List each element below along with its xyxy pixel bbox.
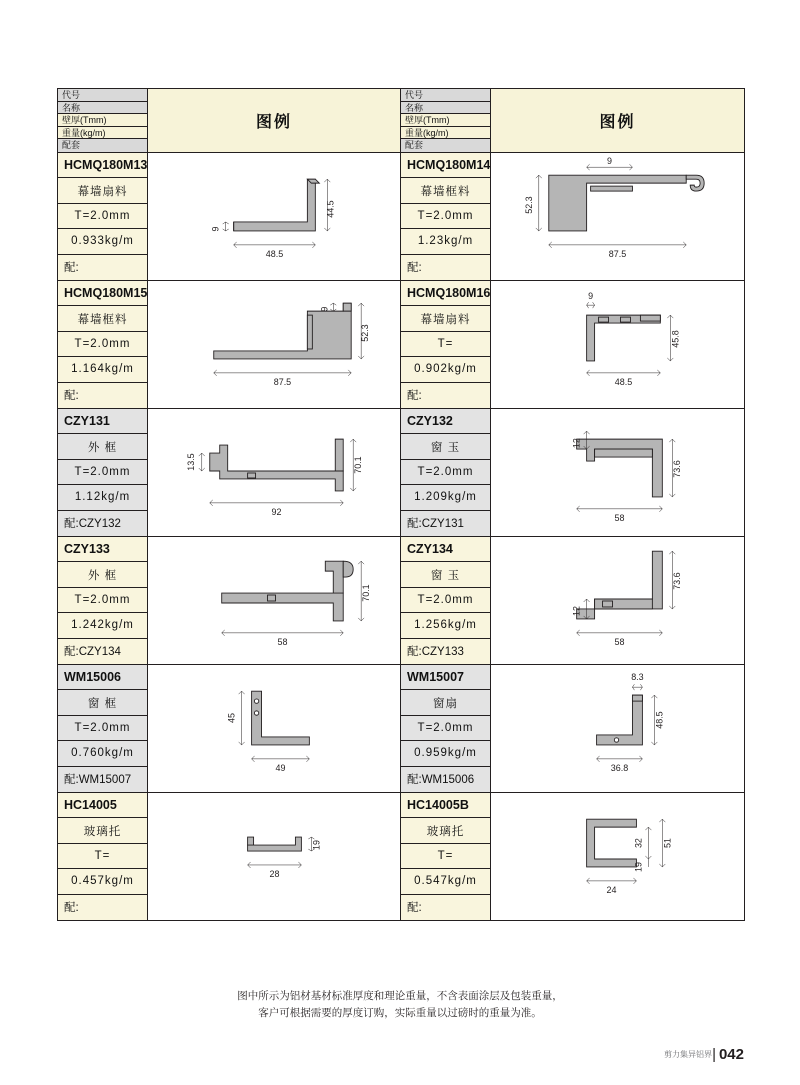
svg-text:44.5: 44.5: [325, 200, 336, 218]
svg-text:52.3: 52.3: [360, 324, 371, 342]
profile-figure: [491, 152, 745, 280]
svg-text:12: 12: [571, 438, 582, 449]
svg-text:52.3: 52.3: [523, 196, 534, 214]
profile-code: WM15006: [58, 665, 147, 690]
svg-text:9: 9: [319, 306, 330, 312]
profile-match: 配:CZY131: [401, 511, 490, 536]
footer-divider: |: [712, 1046, 716, 1063]
page-number: 042: [718, 1046, 744, 1063]
profile-name: 幕墙框料: [401, 178, 490, 203]
profile-match: 配:WM15007: [58, 767, 147, 792]
svg-text:13.5: 13.5: [185, 453, 196, 471]
profile-weight: 1.12kg/m: [58, 485, 147, 510]
table-row: [58, 536, 745, 664]
spec-cell: [401, 152, 491, 280]
profile-table: [57, 88, 744, 921]
header-label-code: 代号: [401, 89, 490, 102]
svg-text:48.5: 48.5: [265, 248, 284, 259]
svg-text:9: 9: [607, 156, 613, 167]
spec-cell: [58, 792, 148, 920]
spec-cell: [58, 408, 148, 536]
svg-text:36.8: 36.8: [610, 762, 629, 773]
profile-name: 幕墙扇料: [401, 306, 490, 331]
profile-thickness: T=2.0mm: [401, 716, 490, 741]
svg-text:9: 9: [588, 291, 594, 302]
profile-figure: [148, 408, 401, 536]
svg-text:45.8: 45.8: [670, 330, 681, 348]
profile-name: 玻璃托: [58, 818, 147, 843]
svg-text:24: 24: [606, 884, 617, 895]
header-label-code: 代号: [58, 89, 147, 102]
svg-text:51: 51: [662, 838, 673, 849]
profile-name: 幕墙框料: [58, 306, 147, 331]
profile-weight: 0.547kg/m: [401, 869, 490, 894]
profile-weight: 1.242kg/m: [58, 613, 147, 638]
profile-code: HCMQ180M16: [401, 281, 490, 306]
footnote: [0, 988, 800, 1022]
header-labels-left: [58, 89, 148, 153]
svg-text:58: 58: [614, 512, 625, 523]
table-header-row: [58, 89, 745, 153]
profile-figure: [148, 792, 401, 920]
spec-cell: [58, 664, 148, 792]
header-label-match: 配套: [401, 139, 490, 152]
profile-thickness: T=2.0mm: [401, 588, 490, 613]
footnote-line1: 图中所示为铝材基材标准厚度和理论重量，不含表面涂层及包装重量，: [237, 990, 563, 1002]
profile-thickness: T=2.0mm: [58, 716, 147, 741]
profile-match: 配:: [401, 255, 490, 280]
profile-code: CZY133: [58, 537, 147, 562]
table-row: [58, 408, 745, 536]
profile-name: 窗 玉: [401, 562, 490, 587]
svg-text:58: 58: [277, 636, 288, 647]
profile-match: 配:CZY134: [58, 639, 147, 664]
profile-weight: 0.902kg/m: [401, 357, 490, 382]
svg-text:48.5: 48.5: [614, 376, 633, 387]
profile-figure: [148, 536, 401, 664]
spec-cell: [58, 280, 148, 408]
profile-figure: [491, 536, 745, 664]
profile-match: 配:: [401, 383, 490, 408]
header-figure-left: 图例: [148, 89, 401, 153]
profile-figure: [148, 664, 401, 792]
profile-thickness: T=2.0mm: [58, 204, 147, 229]
table-row: [58, 280, 745, 408]
header-label-weight: 重量(kg/m): [58, 127, 147, 140]
svg-text:73.6: 73.6: [672, 460, 683, 478]
profile-name: 幕墙扇料: [58, 178, 147, 203]
svg-text:19: 19: [633, 861, 644, 872]
svg-text:87.5: 87.5: [608, 248, 627, 259]
profile-match: 配:: [58, 255, 147, 280]
spec-cell: [401, 664, 491, 792]
spec-cell: [58, 536, 148, 664]
profile-thickness: T=2.0mm: [401, 460, 490, 485]
profile-weight: 0.457kg/m: [58, 869, 147, 894]
profile-code: HC14005B: [401, 793, 490, 818]
svg-text:70.1: 70.1: [361, 584, 372, 602]
svg-text:8.3: 8.3: [631, 672, 644, 683]
profile-match: 配:: [58, 383, 147, 408]
profile-match: 配:CZY132: [58, 511, 147, 536]
spec-cell: [401, 280, 491, 408]
profile-figure: [148, 152, 401, 280]
profile-name: 窗 框: [58, 690, 147, 715]
page-footer: [664, 1046, 744, 1063]
profile-thickness: T=: [401, 332, 490, 357]
svg-text:9: 9: [210, 226, 221, 232]
profile-code: WM15007: [401, 665, 490, 690]
svg-text:28: 28: [269, 868, 280, 879]
profile-code: HCMQ180M14: [401, 153, 490, 178]
profile-code: CZY132: [401, 409, 490, 434]
header-label-weight: 重量(kg/m): [401, 127, 490, 140]
profile-thickness: T=2.0mm: [58, 460, 147, 485]
spec-cell: [58, 152, 148, 280]
profile-weight: 0.959kg/m: [401, 741, 490, 766]
profile-thickness: T=2.0mm: [401, 204, 490, 229]
profile-code: CZY134: [401, 537, 490, 562]
profile-weight: 1.23kg/m: [401, 229, 490, 254]
svg-text:49: 49: [275, 762, 286, 773]
profile-code: HC14005: [58, 793, 147, 818]
svg-text:32: 32: [633, 838, 644, 849]
profile-weight: 1.256kg/m: [401, 613, 490, 638]
svg-text:87.5: 87.5: [273, 376, 292, 387]
table-row: [58, 152, 745, 280]
header-label-thickness: 壁厚(Tmm): [401, 114, 490, 127]
profile-figure: [491, 664, 745, 792]
profile-match: 配:WM15006: [401, 767, 490, 792]
header-label-name: 名称: [401, 102, 490, 115]
svg-text:48.5: 48.5: [654, 711, 665, 729]
spec-cell: [401, 792, 491, 920]
header-label-name: 名称: [58, 102, 147, 115]
profile-thickness: T=2.0mm: [58, 588, 147, 613]
svg-text:45: 45: [226, 713, 237, 723]
profile-name: 外 框: [58, 434, 147, 459]
profile-code: HCMQ180M13: [58, 153, 147, 178]
spec-cell: [401, 536, 491, 664]
svg-text:73.6: 73.6: [672, 572, 683, 590]
profile-code: CZY131: [58, 409, 147, 434]
profile-weight: 1.164kg/m: [58, 357, 147, 382]
svg-text:19: 19: [311, 840, 322, 850]
svg-text:92: 92: [271, 506, 282, 517]
footer-brand: 剪力集异铝界: [664, 1050, 713, 1059]
profile-name: 外 框: [58, 562, 147, 587]
profile-match: 配:CZY133: [401, 639, 490, 664]
footnote-line2: 客户可根据需要的厚度订购，实际重量以过磅时的重量为准。: [258, 1007, 542, 1019]
profile-figure: [491, 280, 745, 408]
svg-text:12: 12: [571, 605, 582, 616]
profile-code: HCMQ180M15: [58, 281, 147, 306]
profile-thickness: T=: [401, 844, 490, 869]
profile-name: 窗 玉: [401, 434, 490, 459]
profile-thickness: T=2.0mm: [58, 332, 147, 357]
profile-weight: 1.209kg/m: [401, 485, 490, 510]
profile-figure: [491, 792, 745, 920]
table-row: [58, 792, 745, 920]
profile-weight: 0.760kg/m: [58, 741, 147, 766]
header-figure-right: 图例: [491, 89, 745, 153]
profile-name: 窗扇: [401, 690, 490, 715]
header-labels-right: [401, 89, 491, 153]
profile-match: 配:: [58, 895, 147, 920]
profile-figure: [148, 280, 401, 408]
spec-cell: [401, 408, 491, 536]
profile-figure: [491, 408, 745, 536]
profile-name: 玻璃托: [401, 818, 490, 843]
table-row: [58, 664, 745, 792]
svg-text:58: 58: [614, 636, 625, 647]
header-label-match: 配套: [58, 139, 147, 152]
profile-match: 配:: [401, 895, 490, 920]
profile-weight: 0.933kg/m: [58, 229, 147, 254]
svg-text:70.1: 70.1: [353, 456, 364, 474]
header-label-thickness: 壁厚(Tmm): [58, 114, 147, 127]
profile-thickness: T=: [58, 844, 147, 869]
